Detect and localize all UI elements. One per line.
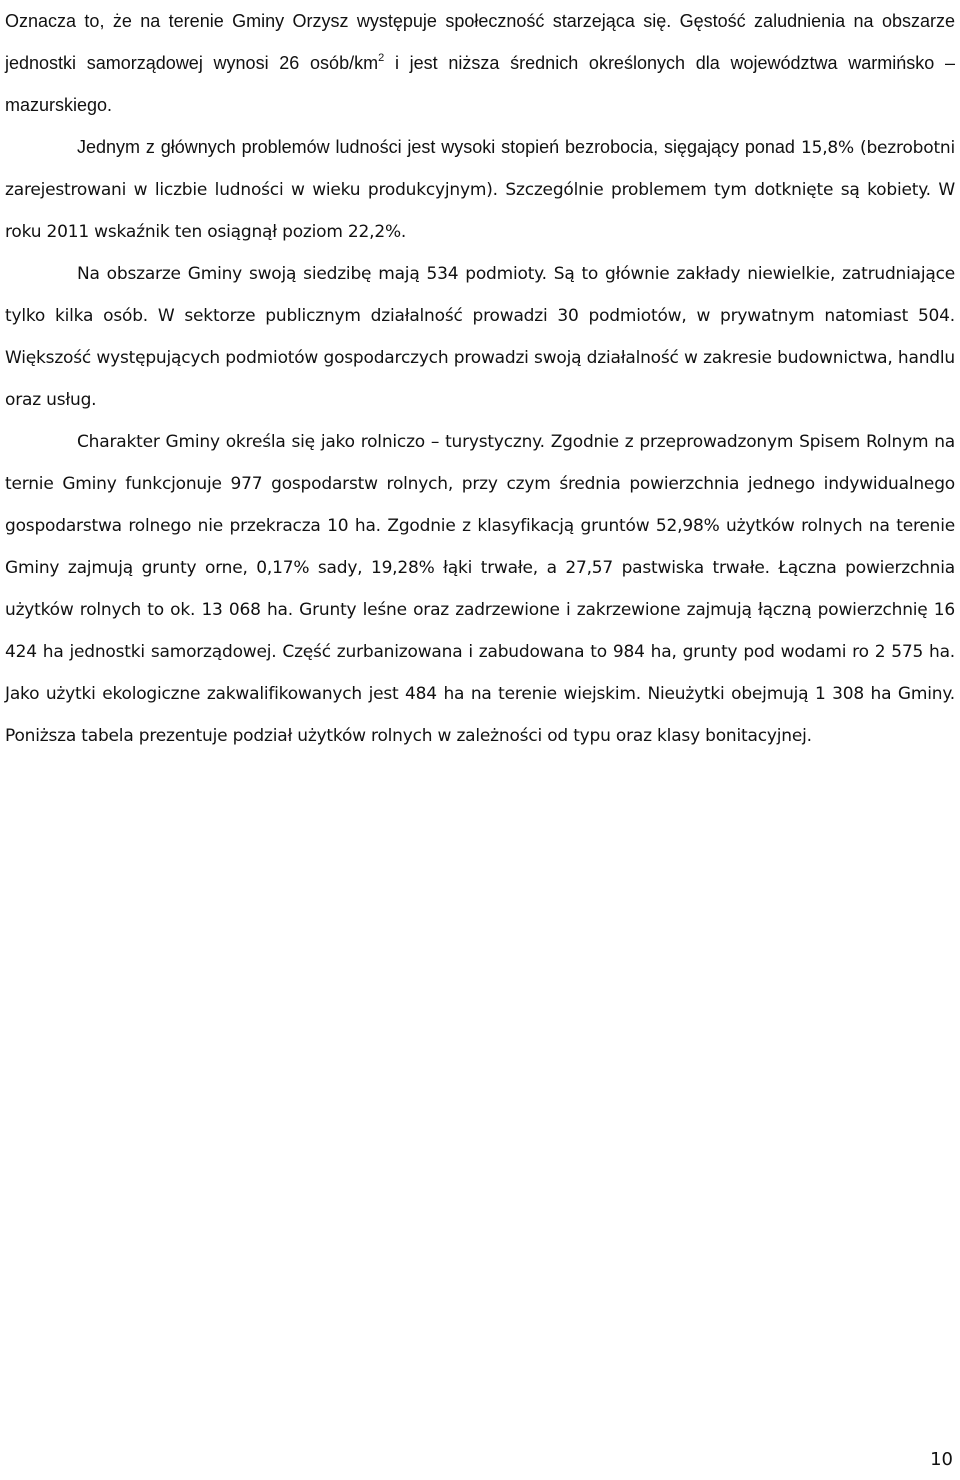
paragraph-agriculture: Charakter Gminy określa się jako rolniczo – turystyczny. Zgodnie z przeprowadzonym Spisem Rolnym na ternie Gminy funkcjonuje 977 gospodarstw rolnych, przy czym średnia powierzchnia jednego indywidualnego gospodarstwa rolnego nie przekracza 10 ha. Zgodnie z klasyfikacją gruntów 52,98% użytków rolnych na terenie Gminy zajmują grunty orne, 0,17% sady, 19,28% łąki trwałe, a 27,57 pastwiska trwałe. Łączna powierzchnia użytków rolnych to ok. 13 068 ha. Grunty leśne oraz zadrzewione i zakrzewione zajmują łączną powierzchnię 16 424 ha jednostki samorządowej. Część zurbanizowana i zabudowana to 984 ha, grunty pod wodami ro 2 575 ha. Jako użytki ekologiczne zakwalifikowanych jest 484 ha na terenie wiejskim. Nieużytki obejmują 1 308 ha Gminy. Poniższa tabela prezentuje podział użytków rolnych w zależności od typu oraz klasy bonitacyjnej. — [5, 432, 955, 746]
density-text-continued: i jest niższa średnich określonych dla województwa warmińsko – mazurskiego. — [5, 53, 955, 115]
unemployment-text: 15,8% (bezrobotni zarejestrowani w liczbie ludności w wieku produkcyjnym). Szczególnie problemem tym dotknięte są kobiety. W roku 2011 wskaźnik ten osiągnął poziom 22,2%. — [5, 138, 956, 242]
unemployment-text-intro: Jednym z głównych problemów ludności jest wysoki stopień bezrobocia, sięgający ponad — [77, 137, 795, 157]
page-number: 10 — [930, 1449, 953, 1470]
document-body — [5, 0, 955, 757]
superscript-2: 2 — [378, 52, 385, 64]
paragraph-population-density — [5, 0, 955, 126]
density-text: Oznacza to, że na terenie Gminy Orzysz występuje społeczność starzejąca się. Gęstość zaludnienia na obszarze jednostki samorządowej wynosi 26 osób/km — [5, 11, 955, 73]
paragraph-businesses: Na obszarze Gminy swoją siedzibę mają 534 podmioty. Są to głównie zakłady niewielkie, zatrudniające tylko kilka osób. W sektorze publicznym działalność prowadzi 30 podmiotów, w prywatnym natomiast 504. Większość występujących podmiotów gospodarczych prowadzi swoją działalność w zakresie budownictwa, handlu oraz usług. — [5, 264, 955, 410]
paragraph-unemployment — [5, 126, 955, 253]
